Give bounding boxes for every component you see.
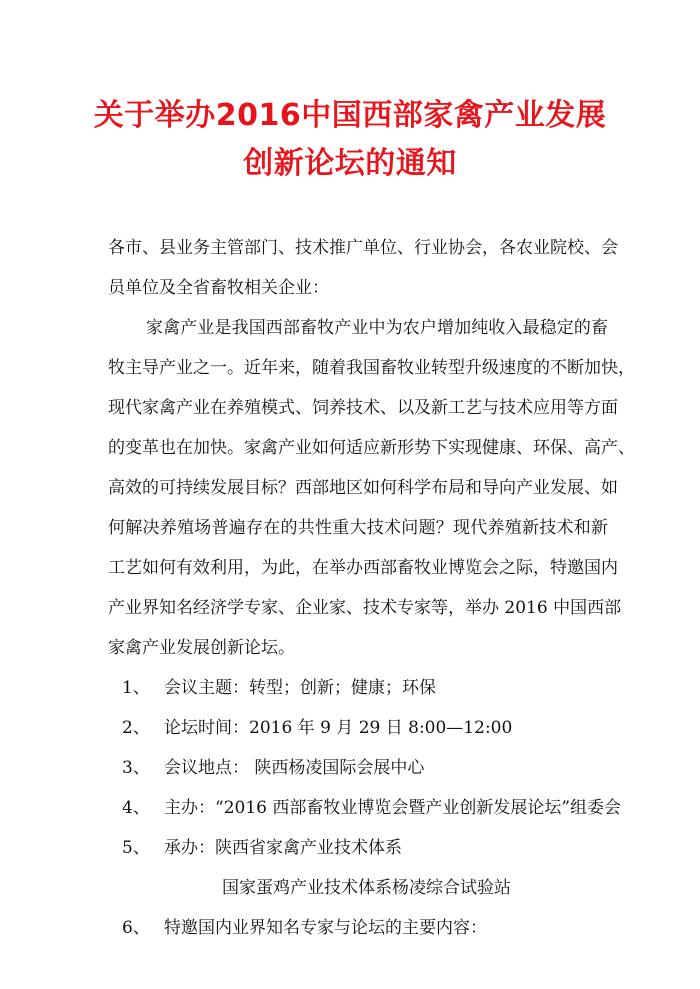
list-item-text: 会议主题：转型；创新；健康；环保 [164, 678, 436, 698]
list-item-number: 2、 [122, 718, 150, 738]
list-item [122, 796, 621, 820]
list-item-text: 特邀国内业界知名专家与论坛的主要内容： [164, 918, 487, 938]
body-line-9: 家禽产业发展创新论坛。 [108, 638, 295, 658]
list-item-text: 承办：陕西省家禽产业技术体系 [164, 838, 402, 858]
list-item-number: 4、 [122, 798, 150, 818]
body-line-6: 何解决养殖场普遍存在的共性重大技术问题？现代养殖新技术和新 [108, 518, 608, 538]
body-line-1: 家禽产业是我国西部畜牧产业中为农户增加纯收入最稳定的畜 [146, 318, 608, 338]
list-item-continuation: 国家蛋鸡产业技术体系杨凌综合试验站 [222, 878, 511, 898]
list-item [122, 716, 512, 740]
body-line-7: 工艺如何有效利用，为此，在举办西部畜牧业博览会之际，特邀国内 [108, 558, 618, 578]
list-item-number: 5、 [122, 838, 150, 858]
list-item [122, 836, 402, 860]
body-line-8: 产业界知名经济学专家、企业家、技术专家等，举办 2016 中国西部 [108, 598, 622, 618]
salutation-line-1: 各市、县业务主管部门、技术推广单位、行业协会，各农业院校、会 [108, 238, 618, 258]
list-item [122, 676, 436, 700]
list-item [122, 916, 487, 940]
list-item [122, 756, 424, 780]
title-line-1: 关于举办2016中国西部家禽产业发展 [93, 98, 607, 133]
list-item-text: 会议地点： 陕西杨凌国际会展中心 [164, 758, 425, 778]
list-item-number: 3、 [122, 758, 150, 778]
salutation-line-2: 员单位及全省畜牧相关企业： [108, 278, 329, 298]
list-item-text: 论坛时间：2016 年 9 月 29 日 8:00—12:00 [164, 718, 513, 738]
list-item-number: 1、 [122, 678, 150, 698]
title-line-2: 创新论坛的通知 [243, 146, 457, 181]
list-item-number: 6、 [122, 918, 150, 938]
body-line-3: 现代家禽产业在养殖模式、饲养技术、以及新工艺与技术应用等方面 [108, 398, 618, 418]
body-line-5: 高效的可持续发展目标？西部地区如何科学布局和导向产业发展、如 [108, 478, 618, 498]
body-line-2: 牧主导产业之一。近年来，随着我国畜牧业转型升级速度的不断加快， [108, 358, 635, 378]
body-line-4: 的变革也在加快。家禽产业如何适应新形势下实现健康、环保、高产、 [108, 438, 635, 458]
list-item-text: 主办：“2016 西部畜牧业博览会暨产业创新发展论坛”组委会 [164, 798, 622, 818]
